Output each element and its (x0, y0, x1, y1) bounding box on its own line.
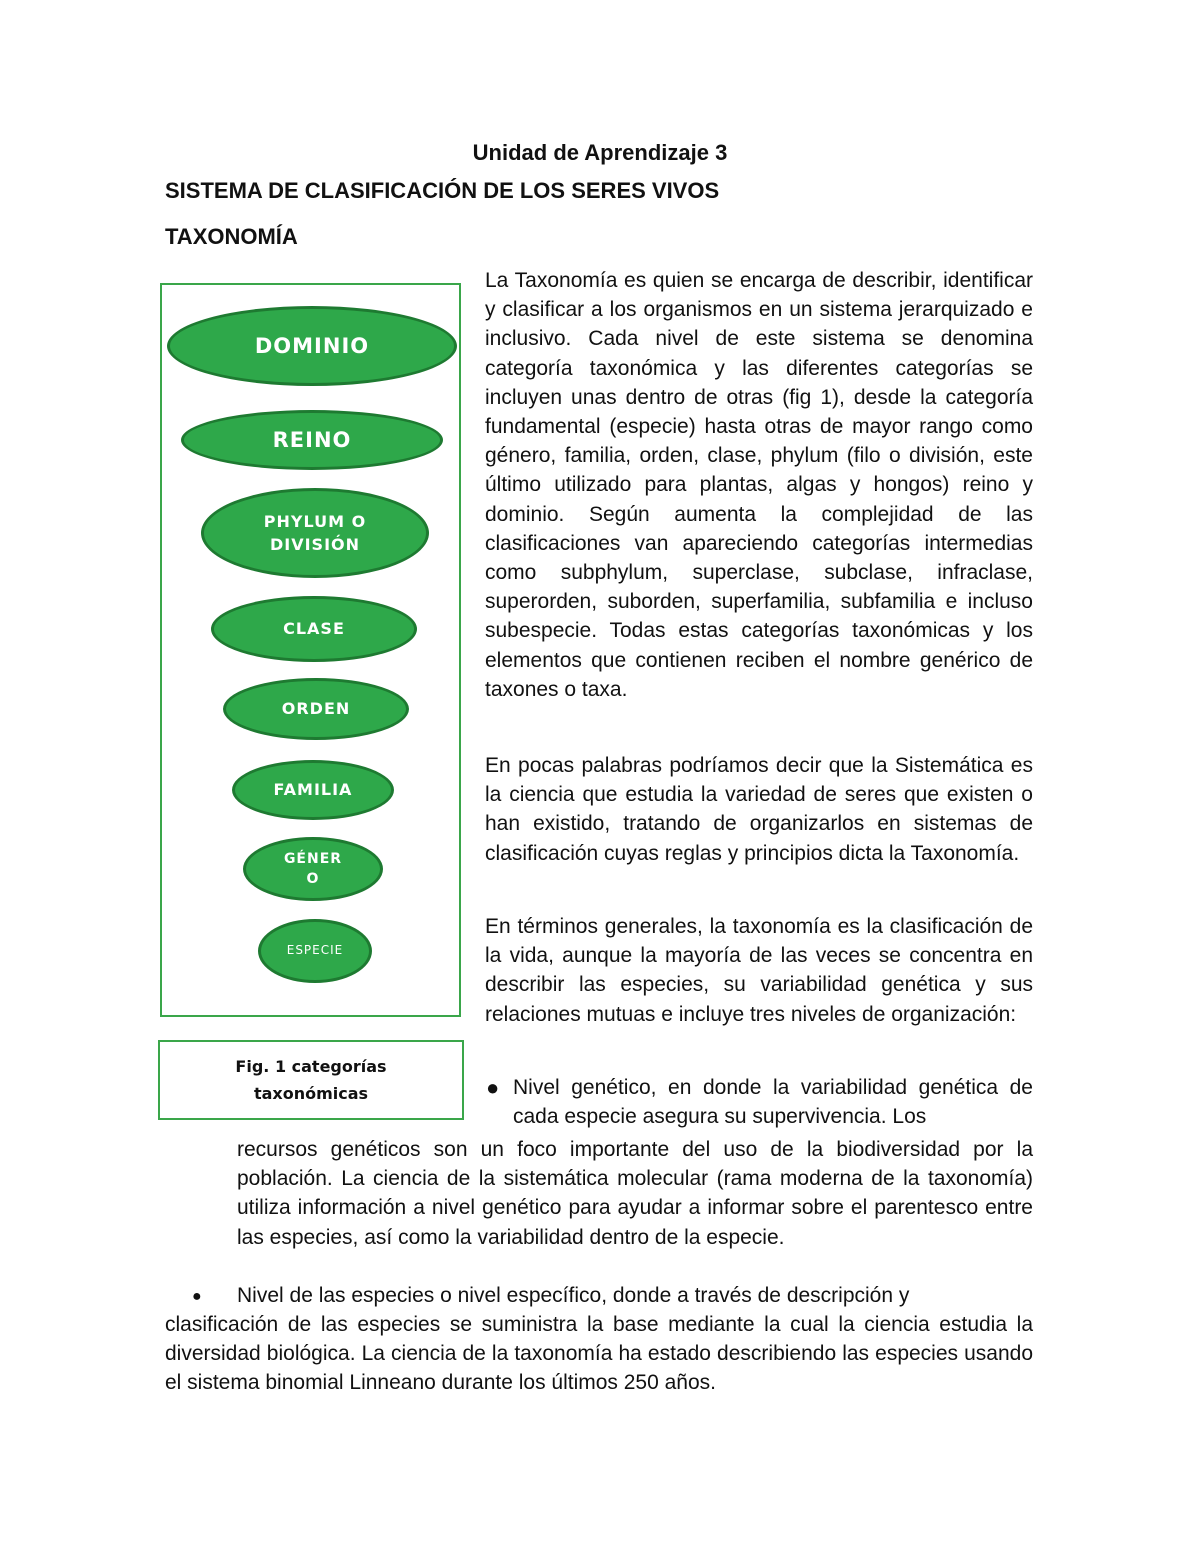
level-dominio: DOMINIO (167, 306, 457, 386)
level-clase: CLASE (211, 596, 417, 662)
bullet-genetic-start: Nivel genético, en donde la variabilidad genética de cada especie asegura su supervivencia. Los (513, 1076, 1033, 1129)
level-orden: ORDEN (223, 678, 409, 740)
bullet-icon: ● (486, 1075, 500, 1100)
taxonomy-diagram (160, 283, 461, 1017)
bullet-species-rest: clasificación de las especies se suministra la base mediante la cual la ciencia estudia la diversidad biológica. La ciencia de la taxonomía ha estado describiendo las especies usando el sistema binomial Linneano durante los últimos 250 años. (165, 1313, 1033, 1395)
bullet-genetic-rest: recursos genéticos son un foco importante del uso de la biodiversidad por la población. La ciencia de la sistemática molecular (rama moderna de la taxonomía) utiliza información a nivel genético para ayudar a informar sobre el parentesco entre las especies, así como la variabilidad dentro de la especie. (237, 1138, 1033, 1249)
paragraph-systematics: En pocas palabras podríamos decir que la Sistemática es la ciencia que estudia la variedad de seres que existen o han existido, tratando de organizarlos en sistemas de clasificación cuyas reglas y principios dicta la Taxonomía. (485, 754, 1033, 865)
bullet-species-start: Nivel de las especies o nivel específico, donde a través de descripción y (237, 1284, 910, 1307)
paragraph-general-terms: En términos generales, la taxonomía es la clasificación de la vida, aunque la mayoría de las veces se concentra en describir las especies, su variabilidad genética y sus relaciones mutuas e incluye tres niveles de organización: (485, 915, 1033, 1026)
level-familia: FAMILIA (232, 760, 394, 820)
level-genero: GÉNER O (243, 837, 383, 901)
level-reino: REINO (181, 410, 443, 470)
level-especie: ESPECIE (258, 919, 372, 983)
figure-caption (158, 1040, 464, 1120)
main-title: SISTEMA DE CLASIFICACIÓN DE LOS SERES VIVOS (165, 178, 720, 203)
paragraph-taxonomy-intro: La Taxonomía es quien se encarga de describir, identificar y clasificar a los organismos en un sistema jerarquizado e inclusivo. Cada nivel de este sistema se denomina categoría taxonómica y las diferentes categorías se incluyen unas dentro de otras (fig 1), desde la categoría fundamental (especie) hasta otras de mayor rango como género, familia, orden, clase, phylum (filo o división, este último utilizado para plantas, algas y hongos) reino y dominio. Según aumenta la complejidad de las clasificaciones van apareciendo categorías intermedias como subphylum, superclase, subclase, infraclase, superorden, suborden, superfamilia, subfamilia e incluso subespecie. Todas estas categorías taxonómicas y los elementos que contienen reciben el nombre genérico de taxones o taxa. (485, 269, 1033, 701)
level-phylum: PHYLUM O DIVISIÓN (201, 488, 429, 578)
unit-title: Unidad de Aprendizaje 3 (472, 140, 728, 165)
section-title: TAXONOMÍA (165, 224, 298, 249)
bullet-icon: ● (192, 1288, 202, 1305)
figure-caption-text: Fig. 1 categorías taxonómicas (235, 1056, 387, 1103)
